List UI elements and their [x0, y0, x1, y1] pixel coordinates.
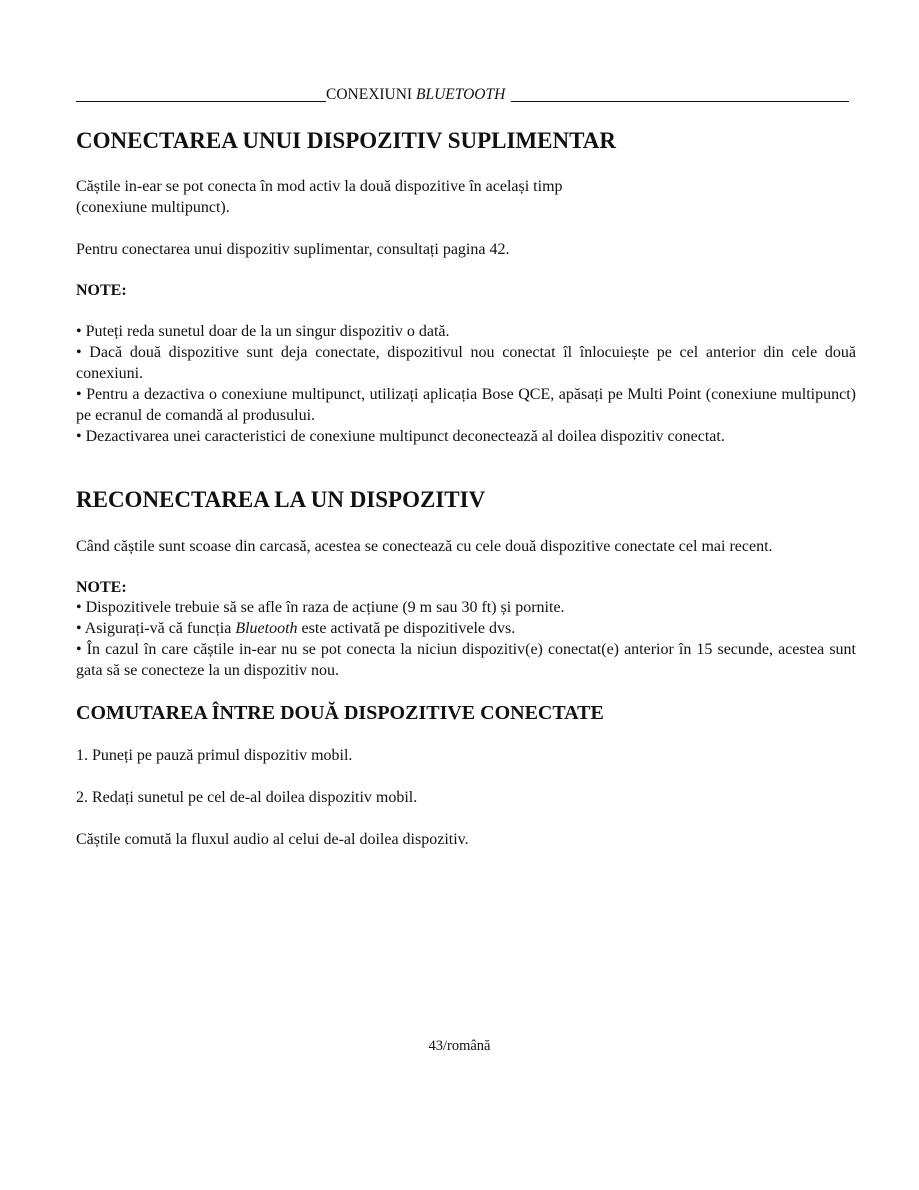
intro-line-1: Căștile in-ear se pot conecta în mod activ la două dispozitive în același timp	[76, 178, 563, 195]
section-title-reconnect: RECONECTAREA LA UN DISPOZITIV	[76, 487, 486, 512]
note-label: NOTE:	[76, 282, 127, 299]
note-item: • Pentru a dezactiva o conexiune multipunct, utilizați aplicația Bose QCE, apăsați pe Multi Point (conexiune multipunct) pe ecranul de comandă al produsului.	[76, 386, 856, 424]
note-text: este activată pe dispozitivele dvs.	[297, 620, 516, 637]
header-rule-right	[511, 101, 849, 102]
step-2: 2. Redați sunetul pe cel de-al doilea dispozitiv mobil.	[76, 789, 418, 806]
section-title-switch: COMUTAREA ÎNTRE DOUĂ DISPOZITIVE CONECTATE	[76, 702, 604, 724]
note-item: • În cazul în care căștile in-ear nu se pot conecta la niciun dispozitiv(e) conectat(e) anterior în 15 secunde, acestea sunt gata să se conecteze la un dispozitiv nou.	[76, 641, 856, 679]
notes-list	[76, 597, 856, 681]
result-paragraph: Căștile comută la fluxul audio al celui de-al doilea dispozitiv.	[76, 831, 469, 848]
intro-line-2: (conexiune multipunct).	[76, 199, 230, 216]
reconnect-paragraph: Când căștile sunt scoase din carcasă, acestea se conectează cu cele două dispozitive conectate cel mai recent.	[76, 538, 773, 555]
page-number: 43/română	[428, 1038, 491, 1054]
note-text-italic: Bluetooth	[235, 620, 298, 637]
note-label: NOTE:	[76, 579, 127, 596]
section-title-additional-device: CONECTAREA UNUI DISPOZITIV SUPLIMENTAR	[76, 128, 616, 153]
header-title	[326, 86, 505, 104]
note-text: • Asigurați-vă că funcția	[76, 620, 236, 637]
notes-list	[76, 321, 856, 447]
note-item: • Dezactivarea unei caracteristici de conexiune multipunct deconectează al doilea dispozitiv conectat.	[76, 428, 725, 445]
note-item: • Puteți reda sunetul doar de la un singur dispozitiv o dată.	[76, 323, 450, 340]
step-1: 1. Puneți pe pauză primul dispozitiv mobil.	[76, 747, 353, 764]
note-item	[76, 618, 856, 639]
header-rule-left	[76, 101, 326, 102]
note-item: • Dispozitivele trebuie să se afle în raza de acțiune (9 m sau 30 ft) și pornite.	[76, 599, 565, 616]
header-title-italic: BLUETOOTH	[415, 86, 506, 103]
header-title-text: CONEXIUNI	[326, 86, 416, 103]
note-item: • Dacă două dispozitive sunt deja conectate, dispozitivul nou conectat îl înlocuiește pe cel anterior din cele două conexiuni.	[76, 344, 856, 382]
running-header	[76, 86, 849, 104]
reference-paragraph: Pentru conectarea unui dispozitiv suplimentar, consultați pagina 42.	[76, 241, 510, 258]
